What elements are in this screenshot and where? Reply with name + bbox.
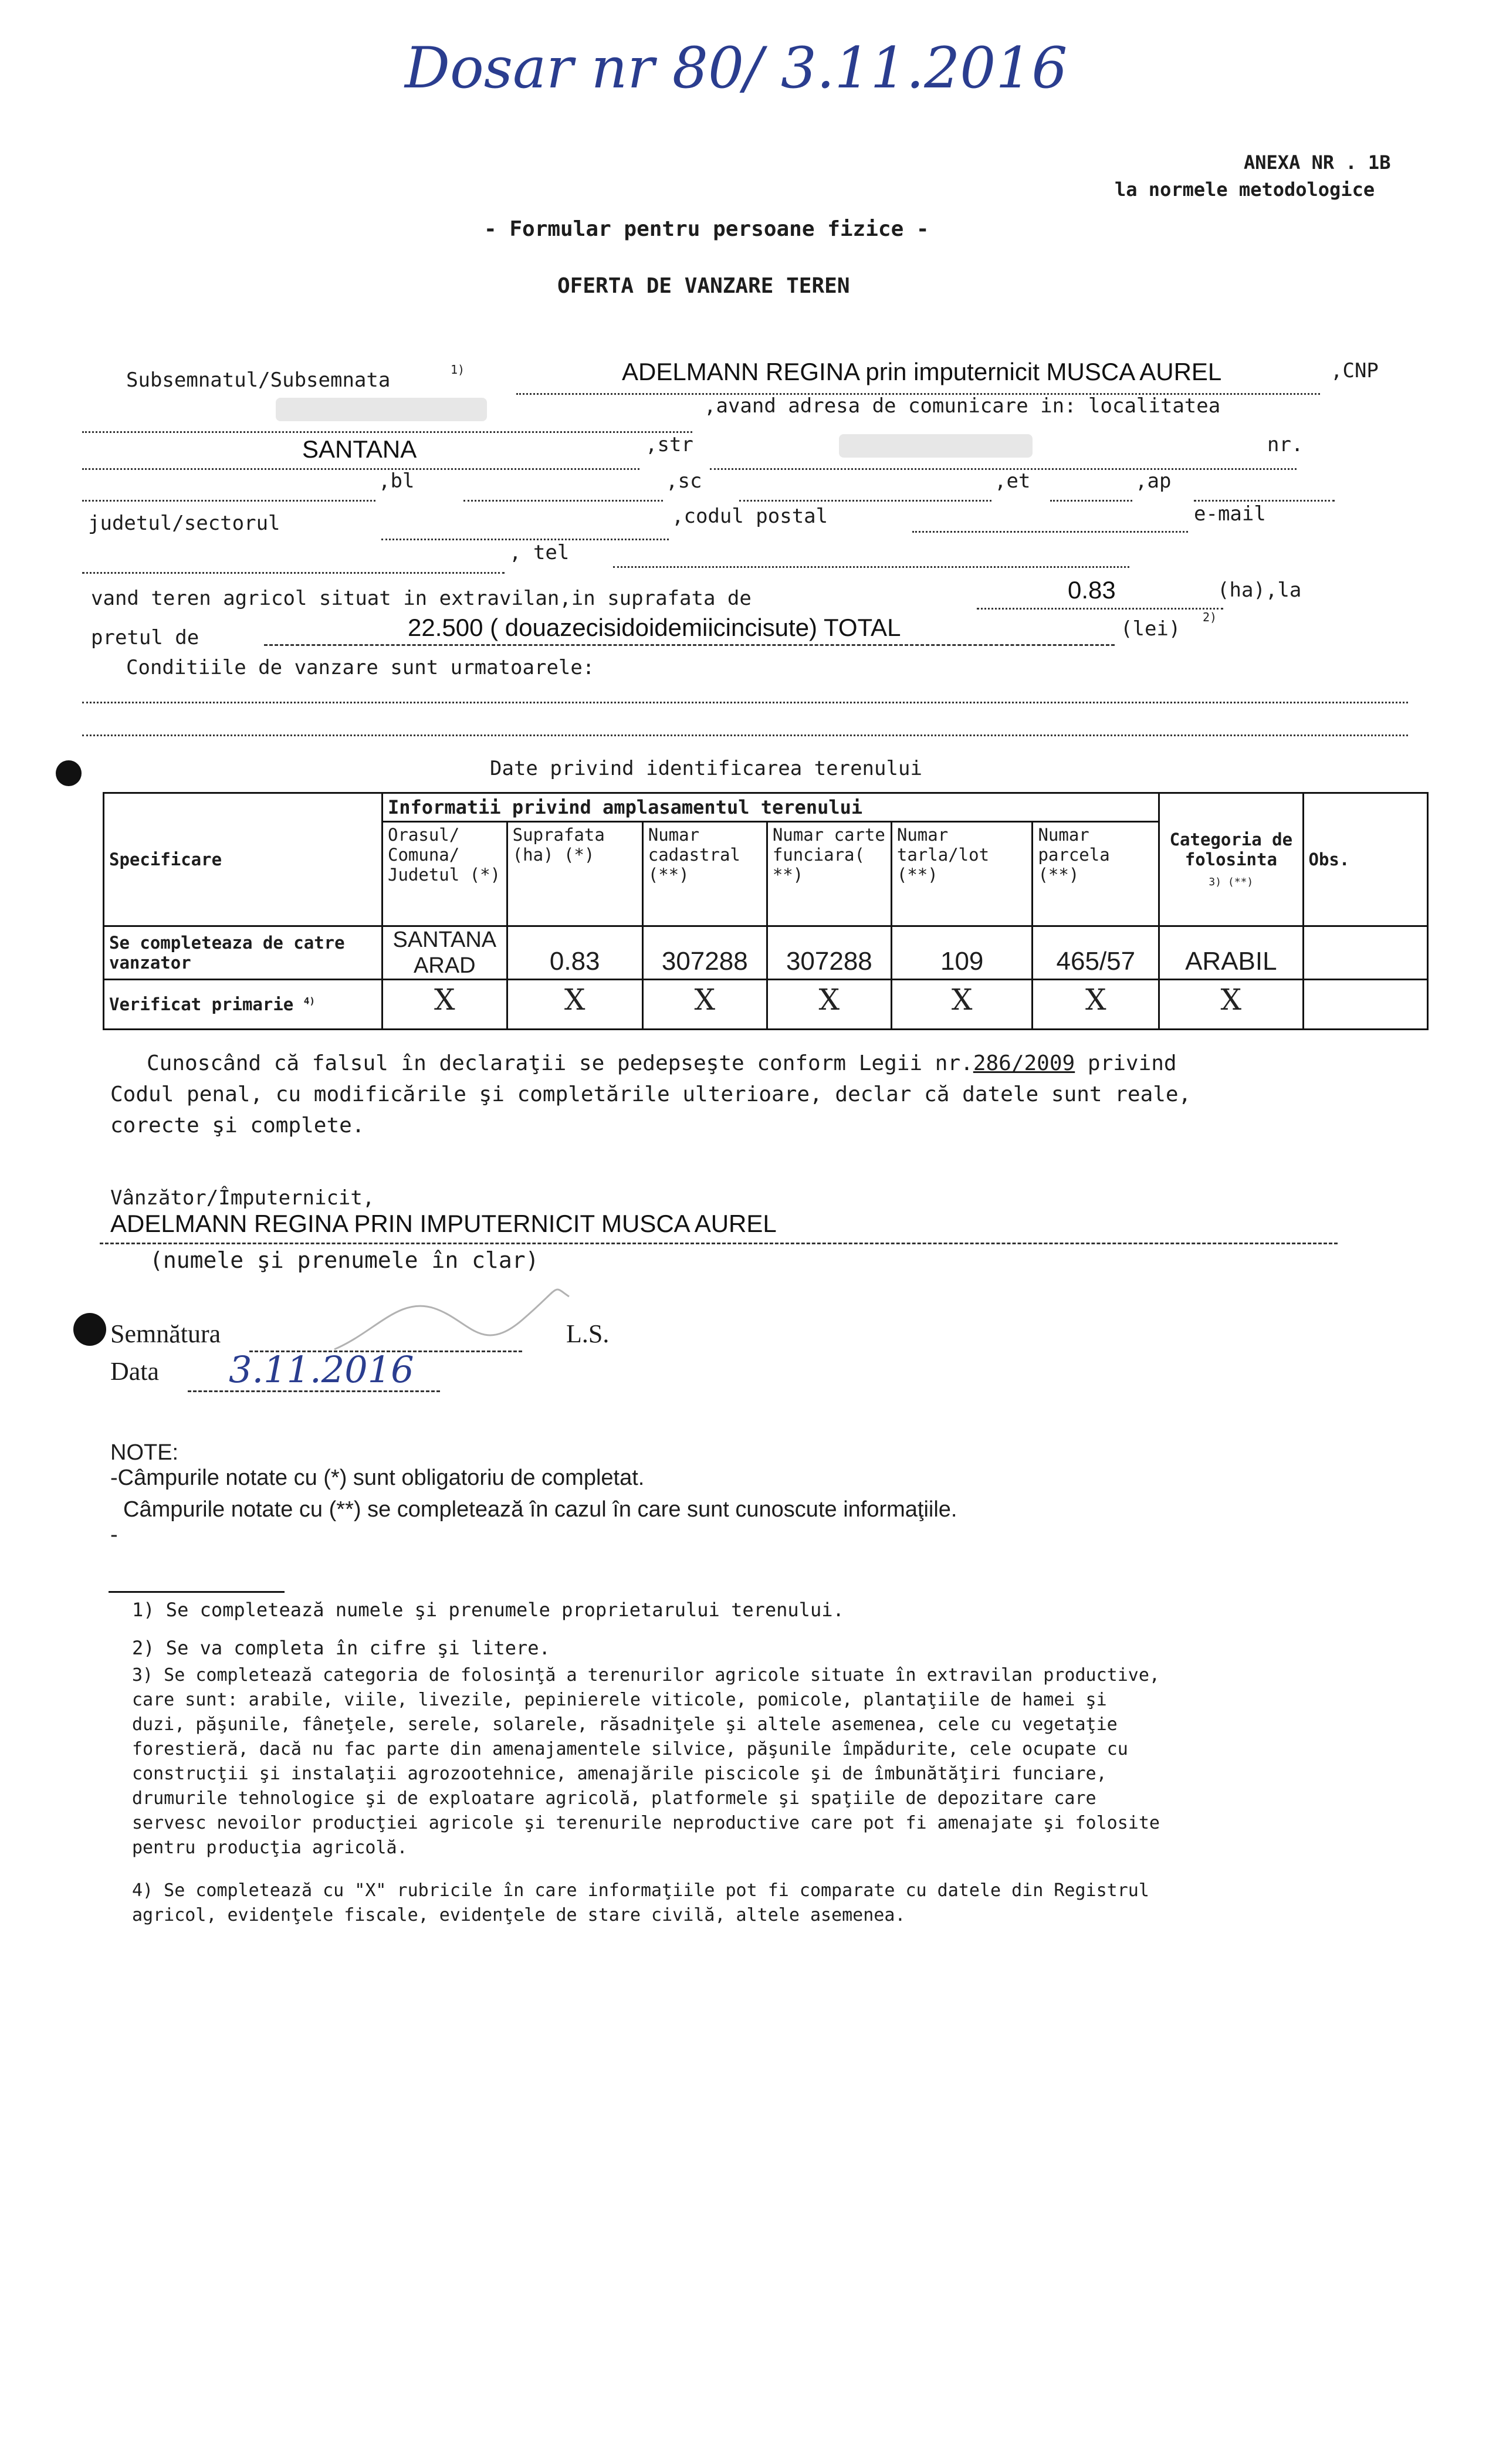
price-value[interactable]: 22.500 ( douazecisidoidemiicincisute) TOTAL xyxy=(408,614,901,641)
redacted-street xyxy=(839,434,1033,458)
conditions-line-2 xyxy=(82,735,1408,736)
mark-parcela[interactable]: X xyxy=(1033,980,1159,1030)
footnote-1: 1) Se completează numele şi prenumele proprietarului terenului. xyxy=(132,1599,844,1621)
footnote-2-ref: 2) xyxy=(1203,610,1217,624)
label-data: Data xyxy=(110,1357,160,1386)
mark-orasul[interactable]: X xyxy=(382,980,507,1030)
tel-line xyxy=(613,566,1129,568)
locality-line xyxy=(82,468,639,470)
col-carte: Numar carte funciara( **) xyxy=(767,822,891,926)
ap-line xyxy=(1194,500,1335,502)
land-identification-table xyxy=(103,792,1429,1030)
footnote-2: 2) Se va completa în cifre şi litere. xyxy=(132,1637,550,1659)
col-orasul: Orasul/ Comuna/ Judetul (*) xyxy=(382,822,507,926)
locality-value[interactable]: SANTANA xyxy=(302,435,417,463)
label-vanzator: Vânzător/Împuternicit, xyxy=(110,1186,375,1210)
area-line xyxy=(977,608,1223,610)
signer-name-value[interactable]: ADELMANN REGINA PRIN IMPUTERNICIT MUSCA AUREL xyxy=(110,1210,777,1237)
area-value[interactable]: 0.83 xyxy=(1068,576,1116,604)
mark-categoria[interactable]: X xyxy=(1159,980,1303,1030)
declaration-line-2: Codul penal, cu modificările şi completările ulterioare, declar că datele sunt reale, xyxy=(110,1082,1192,1106)
mark-suprafata[interactable]: X xyxy=(507,980,642,1030)
label-et: ,et xyxy=(994,469,1031,493)
et-line xyxy=(1050,500,1132,502)
label-nr: nr. xyxy=(1267,433,1304,456)
judet-line xyxy=(381,539,669,540)
footnote-3-l3: duzi, păşunile, fâneţele, serele, solarele, răsadniţele şi altele asemenea, cele cu vegetaţie xyxy=(132,1714,1118,1735)
cell-categoria[interactable]: ARABIL xyxy=(1159,926,1303,980)
nr-line xyxy=(82,500,375,502)
email-line xyxy=(82,572,505,574)
footnote-3-l8: pentru producţia agricolă. xyxy=(132,1837,408,1858)
annex-norms: la normele metodologice xyxy=(1115,178,1375,201)
declaration-line-1: Cunoscând că falsul în declaraţii se pedepseşte conform Legii nr.286/2009 privind xyxy=(147,1051,1177,1075)
footnote-3-l7: servesc nevoilor producţiei agricole şi terenurile neproductive care pot fi amenajate şi folosite xyxy=(132,1813,1160,1833)
label-ha: (ha),la xyxy=(1217,578,1302,602)
footnote-1-ref: 1) xyxy=(451,363,465,377)
label-tel: , tel xyxy=(509,541,570,564)
date-value[interactable]: 3.11.2016 xyxy=(229,1348,414,1391)
label-str: ,str xyxy=(645,433,693,456)
footnote-3-l5: construcţii şi instalaţii agrozootehnice, amenajările piscicole şi de îmbunătăţiri funciare, xyxy=(132,1764,1107,1784)
footnote-3-l4: forestieră, dacă nu fac parte din amenajamentele silvice, păşunile împădurite, cele ocupate cu xyxy=(132,1739,1128,1759)
label-lei: (lei) xyxy=(1121,617,1181,641)
postal-line xyxy=(912,531,1188,533)
note-1: -Câmpurile notate cu (*) sunt obligatoriu de completat. xyxy=(110,1465,645,1490)
law-number[interactable]: 286/2009 xyxy=(973,1051,1075,1075)
col-parcela: Numar parcela (**) xyxy=(1033,822,1159,926)
table-caption: Date privind identificarea terenului xyxy=(490,757,922,780)
col-tarla: Numar tarla/lot (**) xyxy=(891,822,1033,926)
bl-line xyxy=(463,500,663,502)
label-sc: ,sc xyxy=(666,469,702,493)
cell-obs[interactable] xyxy=(1303,926,1428,980)
handwritten-file-number: Dosar nr 80/ 3.11.2016 xyxy=(405,35,1068,101)
cnp-line xyxy=(82,431,692,433)
mark-carte[interactable]: X xyxy=(767,980,891,1030)
label-judet: judetul/sectorul xyxy=(88,512,280,535)
cell-orasul[interactable]: SANTANA ARAD xyxy=(382,926,507,980)
price-line xyxy=(264,644,1115,646)
label-cnp: ,CNP xyxy=(1331,359,1379,383)
label-postal: ,codul postal xyxy=(672,505,828,528)
cell-suprafata[interactable]: 0.83 xyxy=(507,926,642,980)
row-vanzator-label: Se completeaza de catre vanzator xyxy=(104,926,383,980)
label-ls: L.S. xyxy=(566,1319,610,1348)
footnote-3-l2: care sunt: arabile, viile, livezile, pepinierele viticole, pomicole, plantaţiile de hamei şi xyxy=(132,1690,1107,1710)
redacted-cnp xyxy=(276,398,487,421)
punch-hole-2 xyxy=(73,1313,106,1346)
label-email: e-mail xyxy=(1194,502,1266,526)
mark-tarla[interactable]: X xyxy=(891,980,1033,1030)
label-semnatura: Semnătura xyxy=(110,1319,221,1348)
cell-carte[interactable]: 307288 xyxy=(767,926,891,980)
label-ap: ,ap xyxy=(1135,469,1172,493)
mark-obs[interactable] xyxy=(1303,980,1428,1030)
signer-caption: (numele şi prenumele în clar) xyxy=(150,1247,539,1273)
document-title: OFERTA DE VANZARE TEREN xyxy=(557,274,850,298)
label-sell: vand teren agricol situat in extravilan,in suprafata de xyxy=(91,587,752,610)
label-address: ,avand adresa de comunicare in: localitatea xyxy=(704,394,1221,418)
cell-cadastral[interactable]: 307288 xyxy=(642,926,767,980)
cell-tarla[interactable]: 109 xyxy=(891,926,1033,980)
conditions-line-1 xyxy=(82,702,1408,703)
footnote-3-l6: drumurile tehnologice şi de exploatare agricolă, platformele şi spaţiile de depozitare care xyxy=(132,1788,1096,1809)
note-dash: - xyxy=(110,1522,118,1547)
label-subsemnatul: Subsemnatul/Subsemnata xyxy=(126,368,391,392)
signer-name-line xyxy=(100,1243,1338,1244)
col-specificare: Specificare xyxy=(104,793,383,926)
footnote-4-l2: agricol, evidenţele fiscale, evidenţele de stare civilă, altele asemenea. xyxy=(132,1905,906,1925)
col-categoria: Categoria de folosinta 3) (**) xyxy=(1159,793,1303,926)
footnote-4-l1: 4) Se completează cu "X" rubricile în care informaţiile pot fi comparate cu datele din Registrul xyxy=(132,1880,1149,1901)
mark-cadastral[interactable]: X xyxy=(642,980,767,1030)
annex-number: ANEXA NR . 1B xyxy=(1244,151,1391,174)
sc-line xyxy=(739,500,991,502)
header-group: Informatii privind amplasamentul terenului xyxy=(382,793,1159,822)
note-2: Câmpurile notate cu (**) se completează în cazul în care sunt cunoscute informaţiile. xyxy=(123,1497,957,1522)
label-conditions: Conditiile de vanzare sunt urmatoarele: xyxy=(126,656,595,679)
owner-name-value[interactable]: ADELMANN REGINA prin imputernicit MUSCA AUREL xyxy=(622,358,1222,385)
label-price: pretul de xyxy=(91,626,199,649)
footnote-3-l1: 3) Se completează categoria de folosinţă a terenurilor agricole situate în extravilan productive, xyxy=(132,1665,1160,1685)
label-bl: ,bl xyxy=(378,469,415,493)
col-cadastral: Numar cadastral (**) xyxy=(642,822,767,926)
cell-parcela[interactable]: 465/57 xyxy=(1033,926,1159,980)
punch-hole-1 xyxy=(56,760,82,786)
col-obs: Obs. xyxy=(1303,793,1428,926)
row-primarie-label: Verificat primarie $^{4)}$ xyxy=(104,980,383,1030)
footnote-separator xyxy=(109,1591,285,1593)
col-suprafata: Suprafata (ha) (*) xyxy=(507,822,642,926)
form-subtitle: - Formular pentru persoane fizice - xyxy=(484,217,929,241)
declaration-line-3: corecte şi complete. xyxy=(110,1113,365,1138)
notes-title: NOTE: xyxy=(110,1440,179,1465)
